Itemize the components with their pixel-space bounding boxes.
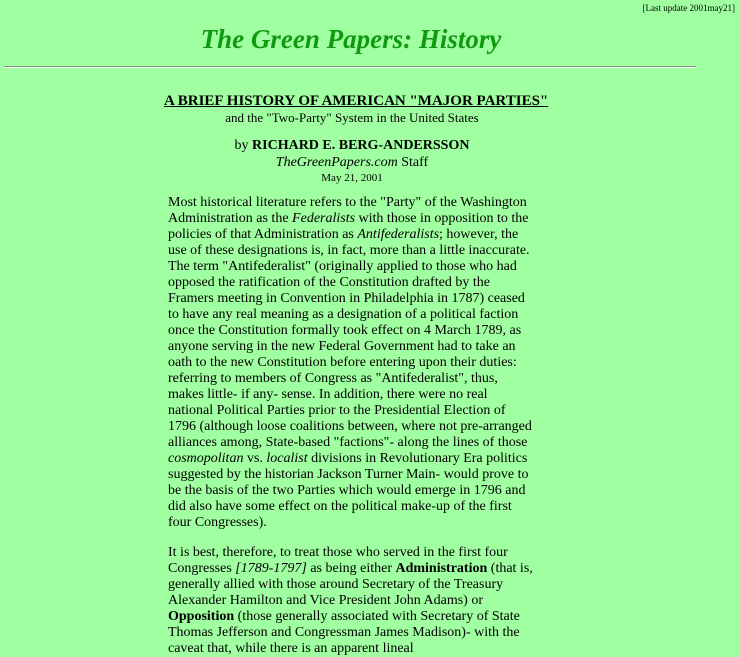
paragraph-1-text: with those in opposition to the policies of that Administration as — [168, 211, 529, 242]
paragraph-1-text: divisions in Revolutionary Era politics suggested by the historian Jackson Turner Main- would prove to be the basis of the two Parties which would emerge in 1796 and did also have some effect on the political make-up of the first four Congresses). — [168, 451, 529, 530]
paragraph-1 — [168, 195, 536, 531]
author-affiliation — [168, 154, 536, 171]
last-update-stamp: [Last update 2001may21] — [642, 3, 735, 13]
term-years: [1789-1797] — [235, 561, 307, 576]
author-name: RICHARD E. BERG-ANDERSSON — [252, 138, 470, 153]
paragraph-2-text: (those generally associated with Secretary of State Thomas Jefferson and Congressman James Madison)- with the caveat that, while there is an apparent lineal — [168, 609, 520, 656]
term-federalists: Federalists — [292, 211, 356, 226]
publication-date: May 21, 2001 — [321, 172, 383, 184]
site-name: TheGreenPapers.com — [275, 155, 398, 170]
article-subtitle: and the "Two-Party" System in the United States — [225, 110, 479, 125]
paragraph-2-text: (that is, generally allied with those around Secretary of the Treasury Alexander Hamilton and Vice President John Adams) or — [168, 561, 533, 608]
byline — [168, 137, 536, 154]
paragraph-1-text: vs. — [243, 451, 267, 466]
paragraph-2-text: It is best, therefore, to treat those who served in the first four Congresses — [168, 545, 508, 576]
horizontal-rule — [4, 66, 696, 68]
site-title: The Green Papers: History — [200, 24, 502, 54]
term-cosmopolitan: cosmopolitan — [168, 451, 244, 466]
byline-prefix: by — [234, 138, 253, 153]
staff-label: Staff — [397, 155, 429, 170]
paragraph-1-text: ; however, the use of these designations is, in fact, more than a little inaccurate. The term "Antifederalist" (originally applied to those who had opposed the ratification of the Constitution drafted by the Framers meeting in Convention in Philadelphia in 1787) ceased to have any real meaning as a designation of a political faction once the Constitution formally took effect on 4 March 1789, as anyone serving in the new Federal Government had to take an oath to the new Constitution before entering upon their duties: referring to members of Congress as "Antifederalist", thus, makes little- if any- sense. In addition, there were no real national Political Parties prior to the Presidential Election of 1796 (although loose coalitions between, where not pre-arranged alliances among, State-based "factions"- along the lines of those — [168, 227, 532, 450]
term-opposition: Opposition — [168, 609, 235, 624]
paragraph-2-text: as being either — [306, 561, 396, 576]
article — [164, 93, 549, 657]
term-administration: Administration — [395, 561, 488, 576]
paragraph-2 — [168, 545, 536, 657]
article-title: A BRIEF HISTORY OF AMERICAN "MAJOR PARTIES" — [164, 93, 549, 109]
paragraph-1-text: Most historical literature refers to the "Party" of the Washington Administration as the — [168, 195, 527, 226]
term-antifederalists: Antifederalists — [357, 227, 440, 242]
term-localist: localist — [266, 451, 308, 466]
